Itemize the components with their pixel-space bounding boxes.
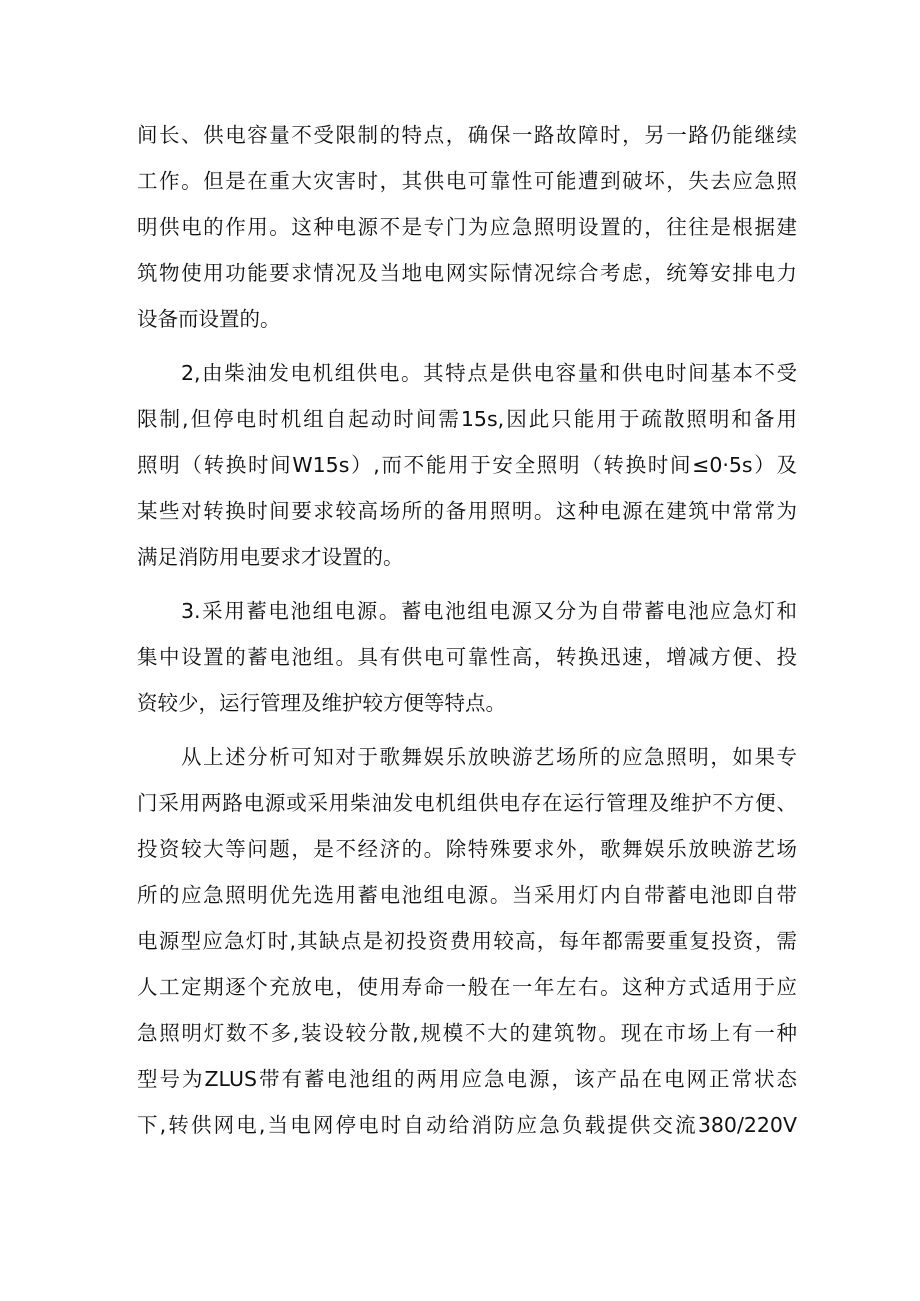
text-line: 满足消防用电要求才设置的。 — [137, 545, 404, 569]
text-line: 从上述分析可知对于歌舞娱乐放映游艺场所的应急照明，如果专 — [181, 745, 797, 769]
text-line: 人工定期逐个充放电，使用寿命一般在一年左右。这种方式适用于应 — [137, 975, 797, 999]
text-line: 明供电的作用。这种电源不是专门为应急照明设置的，往往是根据建 — [137, 215, 797, 239]
text-line: 资较少，运行管理及维护较方便等特点。 — [137, 691, 506, 715]
paragraph-3 — [137, 588, 797, 726]
paragraph-2 — [137, 350, 797, 580]
text-line: 电源型应急灯时,其缺点是初投资费用较高，每年都需要重复投资，需 — [137, 929, 797, 953]
text-line: 下,转供网电,当电网停电时自动给消防应急负载提供交流380/220V — [137, 1113, 797, 1137]
text-line: 型号为ZLUS带有蓄电池组的两用应急电源，该产品在电网正常状态 — [137, 1067, 797, 1091]
text-line: 设备而设置的。 — [137, 307, 281, 331]
paragraph-4 — [137, 734, 797, 1148]
text-line: 2,由柴油发电机组供电。其特点是供电容量和供电时间基本不受 — [181, 361, 797, 385]
text-line: 工作。但是在重大灾害时，其供电可靠性可能遭到破坏，失去应急照 — [137, 169, 797, 193]
text-line: 投资较大等问题，是不经济的。除特殊要求外，歌舞娱乐放映游艺场 — [137, 837, 797, 861]
text-line: 某些对转换时间要求较高场所的备用照明。这种电源在建筑中常常为 — [137, 499, 797, 523]
document-body — [137, 112, 797, 1148]
text-line: 急照明灯数不多,装设较分散,规模不大的建筑物。现在市场上有一种 — [137, 1021, 797, 1045]
text-line: 筑物使用功能要求情况及当地电网实际情况综合考虑，统筹安排电力 — [137, 261, 797, 285]
text-line: 集中设置的蓄电池组。具有供电可靠性高，转换迅速，增减方便、投 — [137, 645, 797, 669]
text-line: 照明（转换时间W15s）,而不能用于安全照明（转换时间≤0·5s）及 — [137, 453, 797, 477]
text-line: 间长、供电容量不受限制的特点，确保一路故障时，另一路仍能继续 — [137, 123, 797, 147]
text-line: 所的应急照明优先选用蓄电池组电源。当采用灯内自带蓄电池即自带 — [137, 883, 797, 907]
text-line: 门采用两路电源或采用柴油发电机组供电存在运行管理及维护不方便、 — [137, 791, 797, 815]
text-line: 限制,但停电时机组自起动时间需15s,因此只能用于疏散照明和备用 — [137, 407, 797, 431]
paragraph-1 — [137, 112, 797, 342]
text-line: 3.采用蓄电池组电源。蓄电池组电源又分为自带蓄电池应急灯和 — [181, 599, 797, 623]
